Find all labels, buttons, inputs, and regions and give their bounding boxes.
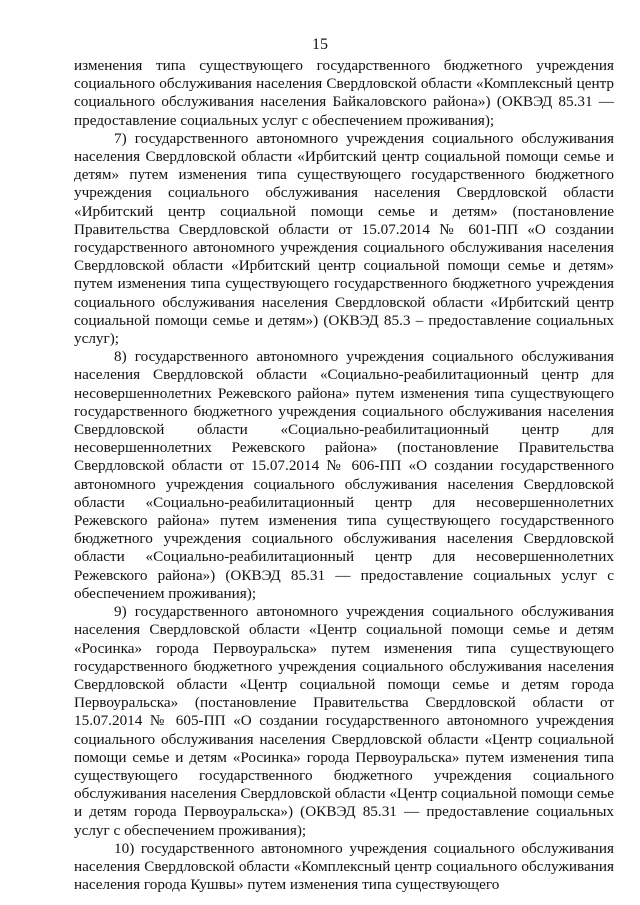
paragraph-continuation: изменения типа существующего государственного бюджетного учреждения социального обслуживания населения Свердловской области «Комплексный центр социального обслуживания населения Байкаловского района») (ОКВЭД 85.31 — предоставление социальных услуг с обеспечением проживания); — [74, 57, 614, 129]
document-body — [74, 57, 614, 894]
paragraph-item-8: 8) государственного автономного учреждения социального обслуживания населения Свердловской области «Социально-реабилитационный центр для несовершеннолетних Режевского района» путем изменения типа существующего государственного бюджетного учреждения социального обслуживания населения Свердловской области «Социально-реабилитационный центр для несовершеннолетних Режевского района» (постановление Правительства Свердловской области от 15.07.2014 № 606-ПП «О создании государственного автономного учреждения социального обслуживания населения Свердловской области «Социально-реабилитационный центр для несовершеннолетних Режевского района» путем изменения типа существующего государственного бюджетного учреждения социального обслуживания населения Свердловской области «Социально-реабилитационный центр для несовершеннолетних Режевского района») (ОКВЭД 85.31 — предоставление социальных услуг с обеспечением проживания); — [74, 348, 614, 602]
scan-artifact-dots — [430, 887, 490, 892]
page-number: 15 — [312, 36, 328, 53]
paragraph-item-9: 9) государственного автономного учреждения социального обслуживания населения Свердловской области «Центр социальной помощи семье и детям «Росинка» города Первоуральска» путем изменения типа существующего государственного бюджетного учреждения социального обслуживания населения Свердловской области «Центр социальной помощи семье и детям города Первоуральска» (постановление Правительства Свердловской области от 15.07.2014 № 605-ПП «О создании государственного автономного учреждения социального обслуживания населения Свердловской области «Центр социальной помощи семье и детям «Росинка» города Первоуральска» путем изменения типа существующего государственного бюджетного учреждения социального обслуживания населения Свердловской области «Центр социальной помощи семье и детям города Первоуральска») (ОКВЭД 85.31 — предоставление социальных услуг с обеспечением проживания); — [74, 603, 614, 839]
paragraph-item-10: 10) государственного автономного учреждения социального обслуживания населения Свердловской области «Комплексный центр социального обслуживания населения города Кушвы» путем изменения типа существующего — [74, 839, 614, 894]
paragraph-item-7: 7) государственного автономного учреждения социального обслуживания населения Свердловской области «Ирбитский центр социальной помощи семье и детям» путем изменения типа существующего государственного бюджетного учреждения социального обслуживания населения Свердловской области «Ирбитский центр социальной помощи семье и детям» (постановление Правительства Свердловской области от 15.07.2014 № 601-ПП «О создании государственного автономного учреждения социального обслуживания населения Свердловской области «Ирбитский центр социальной помощи семье и детям» путем изменения типа существующего государственного бюджетного учреждения социального обслуживания населения Свердловской области «Ирбитский центр социальной помощи семье и детям») (ОКВЭД 85.3 – предоставление социальных услуг); — [74, 129, 614, 348]
